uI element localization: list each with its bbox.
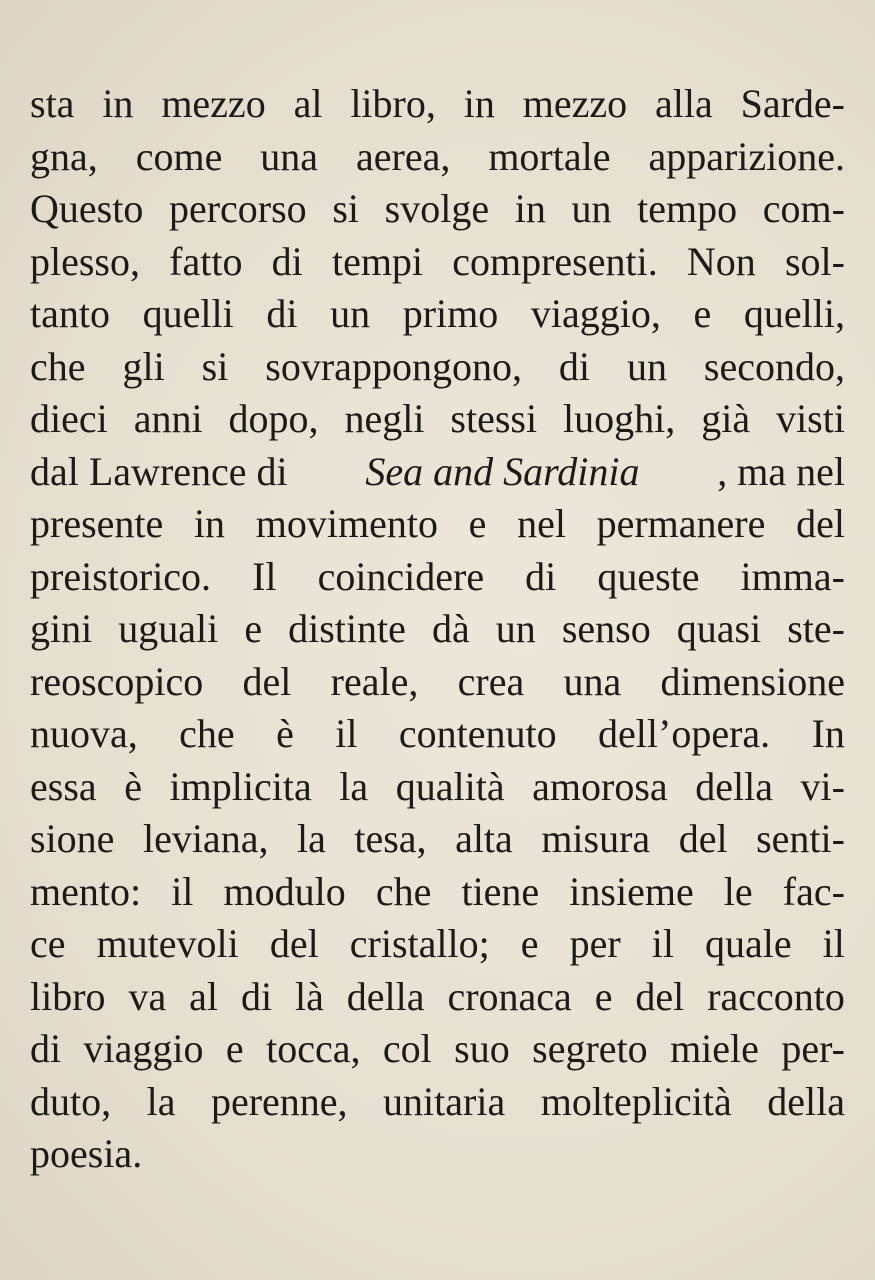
word: un: [330, 291, 371, 336]
word: del: [635, 973, 685, 1019]
word: tempi: [331, 238, 424, 284]
word: sol-: [784, 238, 845, 284]
word: della: [695, 763, 773, 809]
word: per-: [781, 1026, 845, 1071]
word: molteplicità: [540, 1078, 732, 1124]
word: viaggio,: [530, 291, 661, 336]
word: viaggio: [83, 1026, 204, 1071]
word: alla: [654, 81, 713, 126]
word: dopo,: [228, 396, 319, 441]
word: una: [260, 133, 319, 179]
body-text: [30, 78, 845, 1181]
word: la: [146, 1078, 176, 1124]
word: del: [678, 816, 728, 861]
word: uguali: [118, 606, 219, 651]
word: di: [525, 553, 557, 599]
word: dieci: [30, 396, 108, 441]
text-line: [30, 236, 845, 289]
word: secondo,: [703, 343, 845, 389]
word: il: [822, 921, 845, 966]
word: di: [240, 973, 273, 1019]
word: visti: [776, 396, 845, 441]
text-line: [30, 1076, 845, 1129]
word: di: [30, 1026, 62, 1071]
word: e: [225, 1026, 244, 1071]
word: nel: [517, 501, 566, 546]
word: tesa,: [354, 816, 427, 861]
word: racconto: [707, 973, 845, 1019]
word: preistorico.: [30, 553, 212, 599]
word: percorso: [168, 186, 307, 231]
word: permanere: [596, 501, 766, 546]
word: queste: [597, 553, 700, 599]
word: il: [651, 921, 674, 966]
word: tiene: [461, 868, 540, 914]
word: gini: [30, 606, 93, 651]
text-line: [30, 183, 845, 236]
word: Questo: [30, 186, 144, 231]
word: movimento: [255, 501, 438, 546]
word: negli: [344, 396, 425, 441]
word: stessi: [450, 396, 538, 441]
word: in: [193, 501, 226, 546]
word: e: [468, 501, 487, 546]
word: plesso,: [30, 238, 140, 284]
word: di: [271, 238, 303, 284]
word: implicita: [169, 763, 312, 809]
word: che: [179, 711, 235, 756]
word: com-: [762, 186, 845, 231]
word: si: [201, 343, 229, 389]
word: sovrappongono,: [265, 343, 522, 389]
word: libro: [30, 973, 106, 1019]
word: tempo: [637, 186, 738, 231]
word: contenuto: [398, 711, 557, 756]
text-line: [30, 551, 845, 604]
word: del: [796, 501, 845, 546]
word: quelli,: [743, 291, 845, 336]
text-line: [30, 708, 845, 761]
word: apparizione.: [648, 133, 845, 179]
text-line: [30, 761, 845, 814]
word: senso: [561, 606, 651, 651]
word: e: [244, 606, 263, 651]
word: la: [296, 816, 326, 861]
word: imma-: [740, 553, 845, 599]
word: poesia.: [30, 1131, 143, 1176]
text-line: [30, 656, 845, 709]
word: qualità: [395, 763, 505, 809]
word: reale,: [330, 658, 419, 704]
word: suo: [454, 1026, 510, 1071]
word: mutevoli: [96, 921, 239, 966]
word: essa: [30, 763, 97, 809]
text-line: [30, 918, 845, 971]
word: distinte: [288, 606, 406, 651]
italic-title: Sea and Sardinia: [365, 448, 640, 494]
word: le: [723, 868, 753, 914]
word: sta: [30, 81, 75, 126]
word: un: [495, 606, 536, 651]
text-segment: dal Lawrence di: [30, 448, 288, 494]
word: un: [626, 343, 667, 389]
word: aerea,: [356, 133, 451, 179]
word: coincidere: [317, 553, 485, 599]
word: fatto: [169, 238, 243, 284]
word: crea: [457, 658, 525, 704]
word: tanto: [30, 291, 110, 336]
word: che: [30, 343, 86, 389]
text-line: [30, 813, 845, 866]
text-line: [30, 1023, 845, 1076]
word: quelli: [142, 291, 234, 336]
word: nuova,: [30, 711, 138, 756]
word: come: [135, 133, 223, 179]
word: è: [276, 711, 294, 756]
word: va: [128, 973, 167, 1019]
text-line: [30, 603, 845, 656]
word: il: [171, 868, 194, 914]
word: si: [332, 186, 360, 231]
word: e: [594, 973, 613, 1019]
word: una: [563, 658, 622, 704]
word: mortale: [488, 133, 611, 179]
word: presente: [30, 501, 164, 546]
text-line: [30, 288, 845, 341]
word: cristallo;: [349, 921, 490, 966]
word: primo: [402, 291, 499, 336]
word: di: [266, 291, 298, 336]
text-line: [30, 446, 845, 499]
word: col: [382, 1026, 432, 1071]
word: gli: [122, 343, 165, 389]
word: gna,: [30, 133, 98, 179]
word: dà: [431, 606, 470, 651]
word: luoghi,: [563, 396, 676, 441]
word: senti-: [756, 816, 845, 861]
word: In: [811, 711, 845, 756]
word: dell’opera.: [598, 711, 771, 756]
text-segment: , ma nel: [717, 448, 845, 494]
word: leviana,: [142, 816, 269, 861]
word: il: [335, 711, 358, 756]
text-line: [30, 1128, 845, 1181]
word: mento:: [30, 868, 142, 914]
word: modulo: [223, 868, 346, 914]
word: svolge: [384, 186, 490, 231]
word: unitaria: [383, 1078, 506, 1124]
word: cronaca: [447, 973, 572, 1019]
word: Non: [686, 238, 756, 284]
word: perenne,: [210, 1078, 348, 1124]
text-line: [30, 131, 845, 184]
word: Sarde-: [740, 81, 845, 126]
word: la: [339, 763, 369, 809]
word: di: [558, 343, 591, 389]
text-line: [30, 341, 845, 394]
word: ce: [30, 921, 66, 966]
word: duto,: [30, 1078, 112, 1124]
word: in: [463, 81, 495, 126]
word: della: [346, 973, 425, 1019]
word: e: [520, 921, 539, 966]
word: al: [293, 81, 323, 126]
word: miele: [670, 1026, 759, 1071]
text-line: [30, 498, 845, 551]
word: in: [102, 81, 134, 126]
word: misura: [541, 816, 651, 861]
word: in: [514, 186, 546, 231]
text-line: [30, 78, 845, 131]
text-line: [30, 866, 845, 919]
word: ste-: [787, 606, 845, 651]
word: alta: [455, 816, 513, 861]
text-line: [30, 393, 845, 446]
word: vi-: [800, 763, 845, 809]
word: mezzo: [522, 81, 628, 126]
word: amorosa: [532, 763, 668, 809]
word: quasi: [676, 606, 762, 651]
word: già: [701, 396, 751, 441]
word: là: [295, 973, 324, 1019]
word: segreto: [532, 1026, 648, 1071]
word: che: [375, 868, 432, 914]
word: compresenti.: [452, 238, 658, 284]
text-line: [30, 971, 845, 1024]
word: tocca,: [266, 1026, 361, 1071]
word: reoscopico: [30, 658, 204, 704]
word: sione: [30, 816, 115, 861]
word: e: [693, 291, 712, 336]
word: dimensione: [660, 658, 845, 704]
word: libro,: [350, 81, 436, 126]
word: del: [269, 921, 319, 966]
word: quale: [704, 921, 792, 966]
word: un: [571, 186, 612, 231]
word: al: [189, 973, 219, 1019]
word: mezzo: [161, 81, 266, 126]
word: anni: [133, 396, 203, 441]
word: della: [767, 1078, 845, 1124]
word: del: [242, 658, 292, 704]
word: è: [124, 763, 142, 809]
word: fac-: [782, 868, 845, 914]
word: insieme: [569, 868, 694, 914]
word: per: [569, 921, 621, 966]
word: Il: [252, 553, 277, 599]
